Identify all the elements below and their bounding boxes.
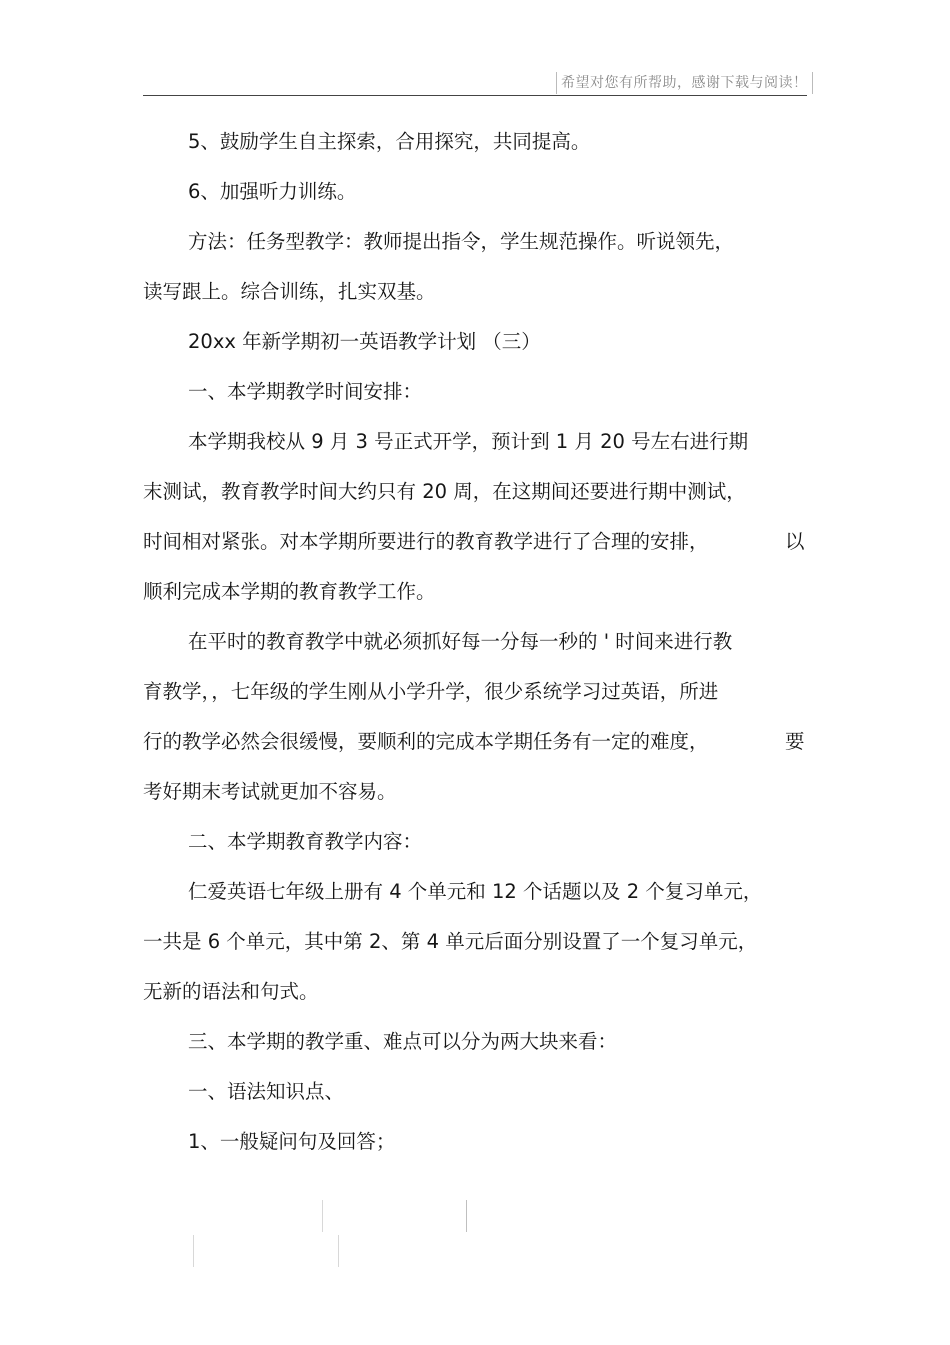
text-line: 6、加强听力训练。 (188, 180, 357, 203)
text-line: 末测试，教育教学时间大约只有 20 周，在这期间还要进行期中测试， (143, 480, 746, 503)
text-line: 读写跟上。综合训练，扎实双基。 (143, 280, 436, 303)
text-line: 一共是 6 个单元，其中第 2、第 4 单元后面分别设置了一个复习单元， (143, 930, 758, 953)
section-heading: 一、本学期教学时间安排： (188, 380, 423, 403)
scan-mark (322, 1200, 323, 1232)
text-line: 行的教学必然会很缓慢，要顺利的完成本学期任务有一定的难度， (143, 730, 709, 753)
subsection-heading: 一、语法知识点、 (188, 1080, 345, 1103)
text-line: 仁爱英语七年级上册有 4 个单元和 12 个话题以及 2 个复习单元， (188, 880, 763, 903)
scan-mark (338, 1235, 339, 1267)
scan-mark (466, 1200, 467, 1232)
text-line: 本学期我校从 9 月 3 号正式开学，预计到 1 月 20 号左右进行期 (188, 430, 749, 453)
text-line-end: 要 (785, 730, 805, 753)
list-item: 1、一般疑问句及回答； (188, 1130, 396, 1153)
text-line: 时间相对紧张。对本学期所要进行的教育教学进行了合理的安排， (143, 530, 709, 553)
section-title: 20xx 年新学期初一英语教学计划 （三） (188, 330, 541, 353)
text-line: 在平时的教育教学中就必须抓好每一分每一秒的 ' 时间来进行教 (188, 630, 733, 653)
text-line: 方法：任务型教学：教师提出指令，学生规范操作。听说领先， (188, 230, 735, 253)
text-line-end: 以 (785, 530, 805, 553)
text-line: 育教学，，七年级的学生刚从小学升学，很少系统学习过英语，所进 (143, 680, 719, 703)
section-heading: 二、本学期教育教学内容： (188, 830, 423, 853)
text-line: 考好期末考试就更加不容易。 (143, 780, 397, 803)
text-line: 5、鼓励学生自主探索，合用探究，共同提高。 (188, 130, 591, 153)
scan-mark (193, 1235, 194, 1267)
download-watermark: 希望对您有所帮助，感谢下载与阅读！ (556, 72, 813, 94)
header-divider (143, 95, 807, 96)
text-line: 无新的语法和句式。 (143, 980, 319, 1003)
section-heading: 三、本学期的教学重、难点可以分为两大块来看： (188, 1030, 618, 1053)
text-line: 顺利完成本学期的教育教学工作。 (143, 580, 436, 603)
